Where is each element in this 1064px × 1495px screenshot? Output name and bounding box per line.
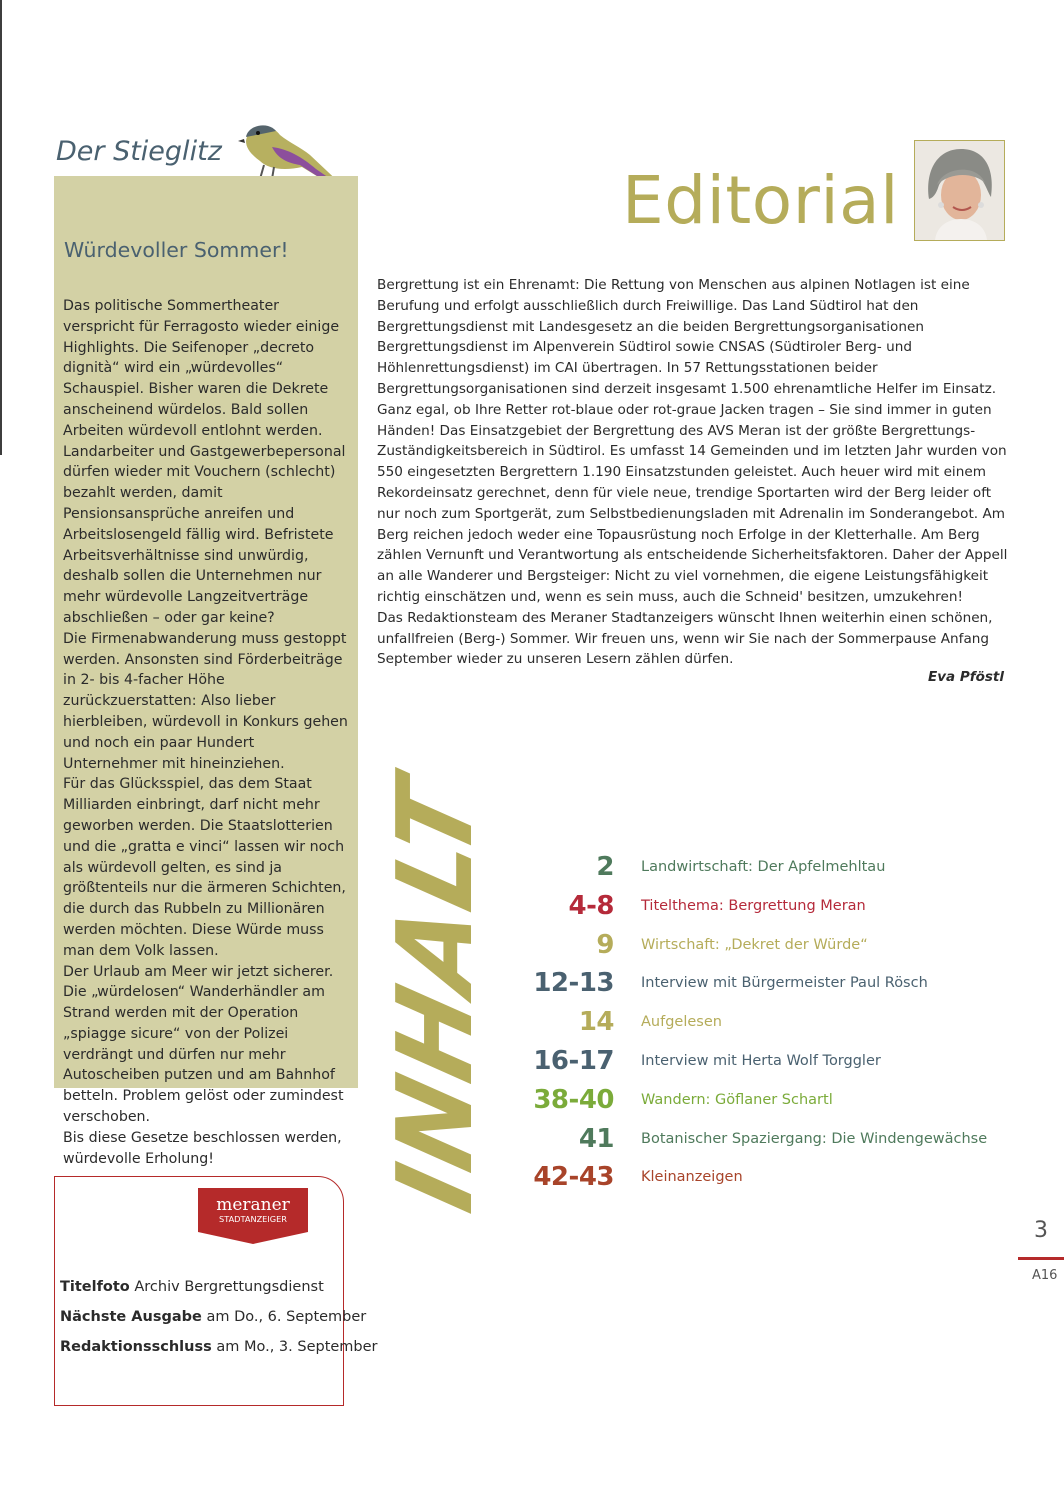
imprint-lines: [60, 1279, 378, 1369]
page-number-rule: [1018, 1257, 1064, 1260]
inhalt-title: INHALT: [374, 766, 496, 1223]
stieglitz-title: Der Stieglitz: [56, 136, 222, 167]
toc-row: [480, 1046, 1020, 1085]
toc-label: Aufgelesen: [641, 1014, 722, 1031]
stieglitz-paragraph: Für das Glücksspiel, das dem Staat Milliarden einbringt, darf nicht mehr geworben werden. Die Staatslotterien und die „gratta e vinci“ lassen wir noch als würdevoll gelten, es sind ja größtenteils nur die ärmeren Schichten, die durch das Rubbeln zu Millionären werden möchten. Diese Würde muss man dem Volk lassen.: [63, 776, 346, 959]
toc-row: [480, 1124, 1020, 1163]
logo-text-bottom: STADTANZEIGER: [219, 1214, 287, 1224]
toc-row: [480, 1162, 1020, 1201]
toc-row: [480, 1085, 1020, 1124]
toc-page-number: 16-17: [533, 1045, 614, 1076]
editorial-title: Editorial: [622, 162, 899, 239]
stieglitz-heading: Würdevoller Sommer!: [64, 238, 289, 262]
table-of-contents: [480, 852, 1020, 1201]
toc-label: Landwirtschaft: Der Apfelmehltau: [641, 859, 886, 875]
author-portrait-photo: [914, 140, 1005, 241]
stieglitz-column-box: [54, 176, 358, 1167]
stieglitz-body: [63, 296, 353, 1169]
toc-label: Titelthema: Bergrettung Meran: [641, 897, 866, 914]
imprint-value: am Mo., 3. September: [211, 1339, 378, 1355]
editorial-paragraph: Das Redaktionsteam des Meraner Stadtanzeigers wünscht Ihnen weiterhin einen schönen, unfallfreien (Berg-) Sommer. Wir freuen uns, wenn wir Sie nach der Sommerpause Anfang September wieder zu unseren Lesern zählen dürfen.: [377, 609, 993, 668]
toc-label: Interview mit Herta Wolf Torggler: [641, 1052, 881, 1069]
toc-page-number: 4-8: [568, 890, 614, 921]
stieglitz-paragraph: Die Firmenabwanderung muss gestoppt werden. Ansonsten sind Förderbeiträge in 2- bis 4-facher Höhe zurückzuerstatten: Also lieber hierbleiben, würdevoll in Konkurs gehen und noch ein paar Hundert Unternehmer mit hineinziehen.: [63, 630, 348, 772]
imprint-label: Titelfoto: [60, 1279, 130, 1295]
toc-page-number: 38-40: [533, 1084, 614, 1115]
toc-row: [480, 891, 1020, 930]
toc-label: Wandern: Göflaner Schartl: [641, 1091, 833, 1108]
imprint-line-deadline: [60, 1339, 378, 1369]
meraner-stadtanzeiger-logo: [198, 1188, 308, 1244]
imprint-value: Archiv Bergrettungsdienst: [129, 1279, 324, 1295]
page-edge-rule: [0, 0, 2, 455]
imprint-label: Nächste Ausgabe: [60, 1309, 202, 1325]
toc-label: Wirtschaft: „Dekret der Würde“: [641, 936, 868, 953]
imprint-line-next-issue: [60, 1309, 378, 1339]
stieglitz-paragraph: Das politische Sommertheater verspricht für Ferragosto wieder einige Highlights. Die Seifenoper „decreto dignità“ wird ein „würdevolles“ Schauspiel. Bisher waren die Dekrete anscheinend würdelos. Bald sollen Arbeiten würdevoll entlohnt werden. Landarbeiter und Gastgewerbepersonal dürfen wieder mit Vouchern (schlecht) bezahlt werden, damit Pensionsansprüche anreifen und Arbeitslosengeld fällig wird. Befristete Arbeitsverhältnisse sind unwürdig, deshalb sollen die Unternehmen nur mehr würdevolle Langzeitverträge abschließen – oder gar keine?: [63, 298, 346, 626]
toc-page-number: 41: [578, 1123, 614, 1154]
imprint-line-cover-photo: [60, 1279, 378, 1309]
toc-page-number: 14: [578, 1007, 614, 1038]
toc-label: Interview mit Bürgermeister Paul Rösch: [641, 975, 928, 992]
stieglitz-paragraph: Bis diese Gesetze beschlossen werden, würdevolle Erholung!: [63, 1129, 342, 1167]
toc-page-number: 2: [596, 852, 614, 882]
toc-label: Botanischer Spaziergang: Die Windengewächse: [641, 1130, 988, 1147]
page-code: A16: [1032, 1268, 1058, 1283]
toc-row: [480, 1007, 1020, 1046]
toc-page-number: 42-43: [533, 1162, 614, 1193]
editorial-body: [377, 275, 1009, 670]
page-number: 3: [1034, 1218, 1048, 1243]
logo-text-top: meraner: [216, 1195, 290, 1215]
toc-row: [480, 968, 1020, 1007]
editorial-paragraph: Bergrettung ist ein Ehrenamt: Die Rettung von Menschen aus alpinen Notlagen ist eine Berufung und erfolgt ausschließlich durch Freiwillige. Das Land Südtirol hat den Bergrettungsdienst mit Landesgesetz an die beiden Bergrettungsorganisationen Bergrettungsdienst im Alpenverein Südtirol sowie CNSAS (Südtiroler Berg- und Höhlenrettungsdienst) im CAI übertragen. In 57 Rettungsstationen beider Bergrettungsorganisationen sind derzeit insgesamt 1.500 ehrenamtliche Helfer im Einsatz. Ganz egal, ob Ihre Retter rot-blaue oder rot-graue Jacken tragen – Sie sind immer in guten Händen! Das Einsatzgebiet der Bergrettung des AVS Meran ist der größte Bergrettungs-Zuständigkeitsbereich in Südtirol. Es umfasst 14 Gemeinden und im letzten Jahr wurden von 550 eingesetzten Bergrettern 1.190 Einsatzstunden geleistet. Auch heuer wird mit einem Rekordeinsatz gerechnet, denn für viele neue, trendige Sportarten wird der Berg leider oft nur noch zum Sportgerät, zum Selbstbedienungsladen mit Adrenalin im Sonderangebot. Am Berg reichen jedoch weder eine Topausrüstung noch Erfolge in der Kletterhalle. Am Berg zählen Vernunft und Verantwortung als entscheidende Sicherheitsfaktoren. Daher der Appell an alle Wanderer und Bergsteiger: Nicht zu viel vornehmen, die eigene Leistungsfähigkeit richtig einschätzen und, wenn es sein muss, auch die Schneid' besitzen, umzukehren!: [377, 277, 1008, 605]
imprint-value: am Do., 6. September: [201, 1309, 367, 1325]
toc-row: [480, 930, 1020, 969]
toc-label: Kleinanzeigen: [641, 1169, 743, 1186]
imprint-label: Redaktionsschluss: [60, 1339, 212, 1355]
toc-row: [480, 852, 1020, 891]
toc-page-number: 9: [596, 929, 614, 960]
stieglitz-paragraph: Der Urlaub am Meer wir jetzt sicherer. Die „würdelosen“ Wanderhändler am Strand werden mit der Operation „spiagge sicure“ von der Polizei verdrängt und dürfen nur mehr Autoscheiben putzen und am Bahnhof betteln. Problem gelöst oder zumindest verschoben.: [63, 963, 344, 1126]
toc-page-number: 12-13: [533, 968, 614, 999]
editorial-author: Eva Pföstl: [928, 669, 1004, 685]
